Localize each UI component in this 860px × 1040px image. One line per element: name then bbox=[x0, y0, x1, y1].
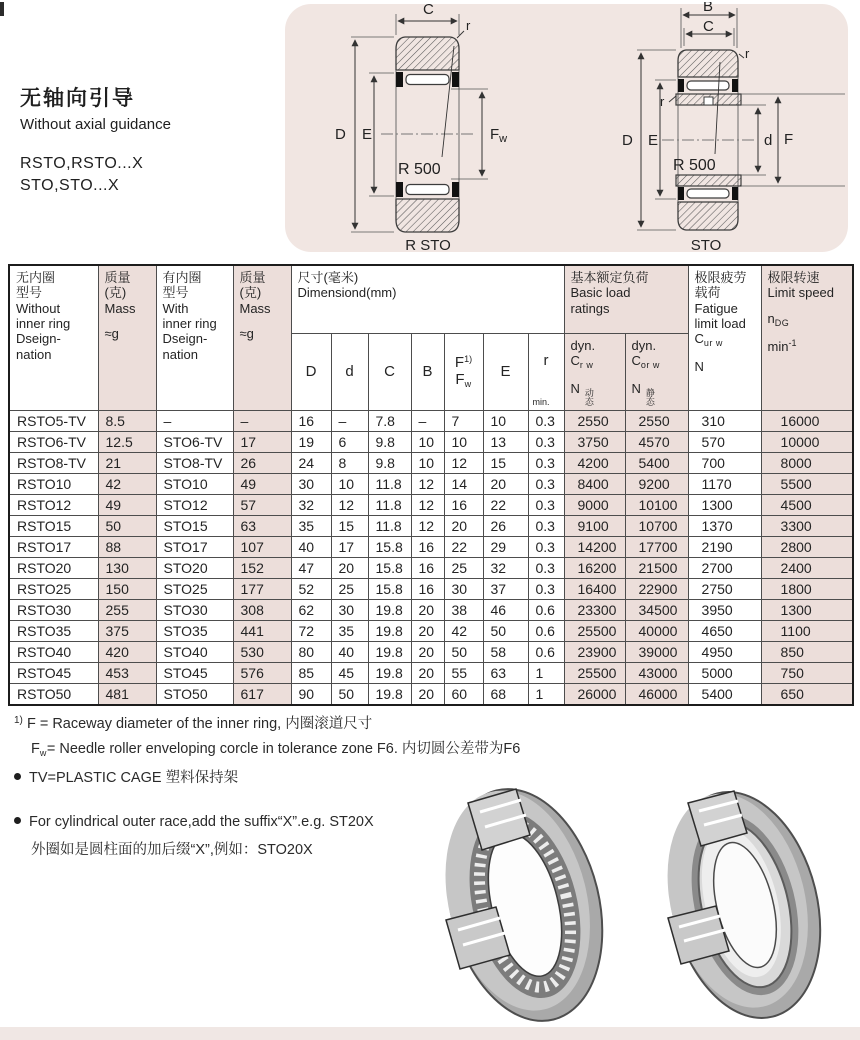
table-cell: 8 bbox=[331, 452, 368, 473]
table-cell: 1 bbox=[528, 683, 564, 705]
table-cell: 32 bbox=[291, 494, 331, 515]
table-cell: – bbox=[411, 410, 444, 431]
table-cell: 22 bbox=[483, 494, 528, 515]
table-cell: 310 bbox=[688, 410, 761, 431]
table-row bbox=[9, 452, 853, 473]
header-dim-d: d bbox=[331, 334, 368, 411]
table-cell: 57 bbox=[233, 494, 291, 515]
header-limit-speed: 极限转速 Limit speed $n_{DG}$ $\min^{-1}$ bbox=[761, 265, 853, 410]
table-cell: STO45 bbox=[156, 662, 233, 683]
table-cell: 25 bbox=[444, 557, 483, 578]
table-cell: 26000 bbox=[564, 683, 625, 705]
dim-label-c: C bbox=[423, 2, 434, 18]
dim-label-f: F bbox=[784, 131, 794, 148]
footnote-f: $^{1)}$ F = Raceway diameter of the inner ring, 内圈滚道尺寸 bbox=[14, 715, 373, 732]
header-mass-with: 质量 (克) Mass ≈g bbox=[233, 265, 291, 410]
header-dim-E: E bbox=[483, 334, 528, 411]
table-cell: 9.8 bbox=[368, 431, 411, 452]
table-cell: 14200 bbox=[564, 536, 625, 557]
table-cell: 4950 bbox=[688, 641, 761, 662]
table-cell: STO25 bbox=[156, 578, 233, 599]
table-cell: RSTO40 bbox=[9, 641, 98, 662]
table-cell: 15 bbox=[331, 515, 368, 536]
table-row bbox=[9, 536, 853, 557]
crown-radius-label: R 500 bbox=[398, 161, 441, 178]
table-cell: 68 bbox=[483, 683, 528, 705]
table-cell: 34500 bbox=[625, 599, 688, 620]
table-cell: 32 bbox=[483, 557, 528, 578]
table-cell: 481 bbox=[98, 683, 156, 705]
table-cell: 16400 bbox=[564, 578, 625, 599]
table-cell: 25500 bbox=[564, 662, 625, 683]
table-cell: RSTO20 bbox=[9, 557, 98, 578]
footnote-fw: $F_w=$ Needle roller enveloping corcle in tolerance zone F6. 内切圆公差带为F6 bbox=[31, 741, 521, 758]
table-cell: 29 bbox=[483, 536, 528, 557]
table-cell: 0.3 bbox=[528, 557, 564, 578]
table-cell: 58 bbox=[483, 641, 528, 662]
table-cell: 23900 bbox=[564, 641, 625, 662]
table-cell: 22900 bbox=[625, 578, 688, 599]
dim-label-r-inner: r bbox=[660, 94, 665, 109]
crown-radius-label: R 500 bbox=[673, 157, 716, 174]
table-cell: 16 bbox=[444, 494, 483, 515]
table-cell: 10100 bbox=[625, 494, 688, 515]
diagram-caption-sto: STO bbox=[690, 237, 722, 254]
table-cell: 20 bbox=[411, 599, 444, 620]
table-cell: 10700 bbox=[625, 515, 688, 536]
table-cell: 4570 bbox=[625, 431, 688, 452]
table-cell: 16 bbox=[411, 557, 444, 578]
header-designation-without: 无内圈 型号 Without inner ring Dseign- nation bbox=[9, 265, 98, 410]
table-cell: 49 bbox=[233, 473, 291, 494]
table-cell: 1 bbox=[528, 662, 564, 683]
table-cell: STO6-TV bbox=[156, 431, 233, 452]
table-cell: RSTO50 bbox=[9, 683, 98, 705]
table-cell: 2700 bbox=[688, 557, 761, 578]
diagram-caption-rsto: R STO bbox=[405, 237, 451, 254]
table-cell: 19.8 bbox=[368, 641, 411, 662]
table-cell: 12 bbox=[411, 494, 444, 515]
table-cell: 0.3 bbox=[528, 410, 564, 431]
table-cell: STO20 bbox=[156, 557, 233, 578]
table-cell: RSTO10 bbox=[9, 473, 98, 494]
table-cell: 4650 bbox=[688, 620, 761, 641]
table-cell: 420 bbox=[98, 641, 156, 662]
table-cell: 13 bbox=[483, 431, 528, 452]
table-cell: 0.3 bbox=[528, 473, 564, 494]
table-cell: 19.8 bbox=[368, 599, 411, 620]
dim-label-d-outer: D bbox=[335, 126, 346, 143]
dim-label-fw: $F_w$ bbox=[490, 126, 508, 145]
table-cell: 0.3 bbox=[528, 578, 564, 599]
table-cell: 20 bbox=[483, 473, 528, 494]
table-cell: 26 bbox=[483, 515, 528, 536]
header-dim-D: D bbox=[291, 334, 331, 411]
table-cell: STO30 bbox=[156, 599, 233, 620]
table-cell: 16 bbox=[411, 578, 444, 599]
table-cell: 38 bbox=[444, 599, 483, 620]
table-cell: 80 bbox=[291, 641, 331, 662]
table-cell: 1300 bbox=[761, 599, 853, 620]
header-designation-with: 有内圈 型号 With inner ring Dseign- nation bbox=[156, 265, 233, 410]
table-cell: RSTO17 bbox=[9, 536, 98, 557]
table-cell: 15.8 bbox=[368, 536, 411, 557]
table-cell: 5500 bbox=[761, 473, 853, 494]
header-basic-load-group: 基本额定负荷 Basic load ratings bbox=[564, 265, 688, 334]
table-row bbox=[9, 410, 853, 431]
table-cell: 9100 bbox=[564, 515, 625, 536]
table-cell: 24 bbox=[291, 452, 331, 473]
table-cell: 72 bbox=[291, 620, 331, 641]
table-cell: 650 bbox=[761, 683, 853, 705]
table-cell: STO40 bbox=[156, 641, 233, 662]
table-cell: 576 bbox=[233, 662, 291, 683]
table-cell: 10 bbox=[331, 473, 368, 494]
footnote-suffix-x-en: For cylindrical outer race,add the suffix“X”.e.g. ST20X bbox=[14, 814, 374, 830]
table-cell: 10 bbox=[444, 431, 483, 452]
table-cell: 46 bbox=[483, 599, 528, 620]
table-cell: 2400 bbox=[761, 557, 853, 578]
table-cell: 0.6 bbox=[528, 620, 564, 641]
table-cell: 16 bbox=[291, 410, 331, 431]
table-cell: 49 bbox=[98, 494, 156, 515]
bearing-data-table bbox=[8, 264, 854, 706]
table-cell: 12 bbox=[444, 452, 483, 473]
table-cell: STO8-TV bbox=[156, 452, 233, 473]
table-cell: 20 bbox=[411, 641, 444, 662]
table-cell: 177 bbox=[233, 578, 291, 599]
table-cell: 11.8 bbox=[368, 473, 411, 494]
table-row bbox=[9, 494, 853, 515]
header-dim-B: B bbox=[411, 334, 444, 411]
table-cell: 55 bbox=[444, 662, 483, 683]
header-dim-r: r min. bbox=[528, 334, 564, 411]
table-cell: RSTO30 bbox=[9, 599, 98, 620]
table-cell: RSTO5-TV bbox=[9, 410, 98, 431]
table-cell: 26 bbox=[233, 452, 291, 473]
scan-artifact-mark bbox=[0, 2, 4, 16]
series-designation-2: STO,STO...X bbox=[20, 177, 120, 194]
table-cell: RSTO25 bbox=[9, 578, 98, 599]
table-cell: 1170 bbox=[688, 473, 761, 494]
header-mass-without: 质量 (克) Mass ≈g bbox=[98, 265, 156, 410]
table-row bbox=[9, 620, 853, 641]
table-cell: 30 bbox=[331, 599, 368, 620]
table-cell: STO10 bbox=[156, 473, 233, 494]
table-cell: 7.8 bbox=[368, 410, 411, 431]
table-cell: RSTO6-TV bbox=[9, 431, 98, 452]
table-cell: 2800 bbox=[761, 536, 853, 557]
table-cell: 1100 bbox=[761, 620, 853, 641]
table-cell: 0.3 bbox=[528, 536, 564, 557]
table-cell: 63 bbox=[233, 515, 291, 536]
table-cell: 441 bbox=[233, 620, 291, 641]
table-cell: 12 bbox=[331, 494, 368, 515]
table-row bbox=[9, 662, 853, 683]
table-cell: 42 bbox=[444, 620, 483, 641]
table-cell: 37 bbox=[483, 578, 528, 599]
table-cell: STO35 bbox=[156, 620, 233, 641]
header-fatigue-limit-load: 极限疲劳 载荷 Fatigue limit load $C_{ur w}$ N bbox=[688, 265, 761, 410]
table-cell: – bbox=[156, 410, 233, 431]
table-cell: RSTO45 bbox=[9, 662, 98, 683]
table-cell: STO15 bbox=[156, 515, 233, 536]
footnote-suffix-x-zh: 外圈如是圆柱面的加后缀“X”,例如：STO20X bbox=[31, 842, 313, 858]
table-cell: 10 bbox=[411, 452, 444, 473]
table-cell: 1800 bbox=[761, 578, 853, 599]
table-cell: 22 bbox=[444, 536, 483, 557]
table-cell: 50 bbox=[444, 641, 483, 662]
dim-label-b: B bbox=[703, 2, 714, 15]
table-cell: 9200 bbox=[625, 473, 688, 494]
table-cell: 375 bbox=[98, 620, 156, 641]
table-cell: 700 bbox=[688, 452, 761, 473]
table-cell: 62 bbox=[291, 599, 331, 620]
table-cell: 308 bbox=[233, 599, 291, 620]
table-cell: 3300 bbox=[761, 515, 853, 536]
footnote-tv-cage: TV=PLASTIC CAGE 塑料保持架 bbox=[14, 766, 238, 787]
table-cell: 12.5 bbox=[98, 431, 156, 452]
table-cell: STO17 bbox=[156, 536, 233, 557]
table-cell: RSTO15 bbox=[9, 515, 98, 536]
rsto-cross-section-diagram bbox=[303, 2, 575, 254]
table-cell: 1370 bbox=[688, 515, 761, 536]
table-cell: 15.8 bbox=[368, 557, 411, 578]
table-cell: 11.8 bbox=[368, 515, 411, 536]
table-cell: 17700 bbox=[625, 536, 688, 557]
table-cell: 570 bbox=[688, 431, 761, 452]
dim-label-d-outer: D bbox=[622, 132, 633, 149]
table-cell: 46000 bbox=[625, 683, 688, 705]
table-row bbox=[9, 515, 853, 536]
rsto-bearing-image bbox=[424, 773, 626, 1035]
table-cell: 30 bbox=[444, 578, 483, 599]
dim-label-r: r bbox=[466, 18, 471, 33]
table-row bbox=[9, 473, 853, 494]
table-cell: 2190 bbox=[688, 536, 761, 557]
intro-block bbox=[20, 88, 171, 200]
table-cell: 60 bbox=[444, 683, 483, 705]
table-cell: 7 bbox=[444, 410, 483, 431]
page-title-zh: 无轴向引导 bbox=[20, 87, 135, 110]
table-cell: 25500 bbox=[564, 620, 625, 641]
table-cell: 0.3 bbox=[528, 452, 564, 473]
header-static-load: dyn. $C_{or w}$ N 静 态 bbox=[625, 334, 688, 411]
table-row bbox=[9, 641, 853, 662]
table-cell: – bbox=[331, 410, 368, 431]
sto-cross-section-diagram bbox=[598, 2, 858, 254]
table-cell: 19.8 bbox=[368, 683, 411, 705]
table-cell: 35 bbox=[291, 515, 331, 536]
table-cell: RSTO12 bbox=[9, 494, 98, 515]
table-cell: 39000 bbox=[625, 641, 688, 662]
table-cell: 12 bbox=[411, 473, 444, 494]
table-cell: 47 bbox=[291, 557, 331, 578]
table-cell: 10000 bbox=[761, 431, 853, 452]
table-cell: 45 bbox=[331, 662, 368, 683]
header-dimensions-group: 尺寸(毫米) Dimensiond(mm) bbox=[291, 265, 564, 334]
table-cell: 2750 bbox=[688, 578, 761, 599]
dim-label-e: E bbox=[648, 132, 659, 149]
table-cell: 50 bbox=[483, 620, 528, 641]
table-cell: 0.3 bbox=[528, 515, 564, 536]
table-cell: 9000 bbox=[564, 494, 625, 515]
table-cell: 15.8 bbox=[368, 578, 411, 599]
table-cell: 130 bbox=[98, 557, 156, 578]
header-dynamic-load: dyn. $C_{r w}$ N 动 态 bbox=[564, 334, 625, 411]
table-cell: 50 bbox=[331, 683, 368, 705]
dim-label-d-bore: d bbox=[764, 132, 773, 149]
table-cell: 16000 bbox=[761, 410, 853, 431]
table-cell: 1300 bbox=[688, 494, 761, 515]
table-cell: 52 bbox=[291, 578, 331, 599]
table-cell: 6 bbox=[331, 431, 368, 452]
bullet-icon bbox=[14, 773, 21, 780]
table-cell: 12 bbox=[411, 515, 444, 536]
table-cell: 23300 bbox=[564, 599, 625, 620]
table-cell: 2550 bbox=[564, 410, 625, 431]
table-cell: 3950 bbox=[688, 599, 761, 620]
table-cell: 3750 bbox=[564, 431, 625, 452]
table-cell: 11.8 bbox=[368, 494, 411, 515]
table-cell: 20 bbox=[444, 515, 483, 536]
series-designation-1: RSTO,RSTO...X bbox=[20, 155, 144, 172]
dim-label-e: E bbox=[362, 126, 373, 143]
bearing-photo-illustration bbox=[420, 755, 860, 1035]
table-cell: 4500 bbox=[761, 494, 853, 515]
table-cell: 14 bbox=[444, 473, 483, 494]
table-cell: 152 bbox=[233, 557, 291, 578]
header-dim-F-Fw: $F^{1)}$ $F_w$ bbox=[444, 334, 483, 411]
bullet-icon bbox=[14, 817, 21, 824]
table-cell: RSTO8-TV bbox=[9, 452, 98, 473]
table-body bbox=[9, 410, 853, 705]
table-row bbox=[9, 683, 853, 705]
page-bottom-band bbox=[0, 1027, 860, 1040]
table-cell: 5400 bbox=[625, 452, 688, 473]
table-cell: 0.6 bbox=[528, 599, 564, 620]
table-cell: 63 bbox=[483, 662, 528, 683]
table-cell: 40 bbox=[291, 536, 331, 557]
table-cell: STO50 bbox=[156, 683, 233, 705]
table-cell: 20 bbox=[411, 620, 444, 641]
table-cell: 150 bbox=[98, 578, 156, 599]
table-cell: 15 bbox=[483, 452, 528, 473]
table-cell: 17 bbox=[233, 431, 291, 452]
table-cell: 850 bbox=[761, 641, 853, 662]
table-cell: 19.8 bbox=[368, 620, 411, 641]
table-cell: 35 bbox=[331, 620, 368, 641]
table-cell: 21 bbox=[98, 452, 156, 473]
table-cell: 19.8 bbox=[368, 662, 411, 683]
table-cell: 2550 bbox=[625, 410, 688, 431]
table-cell: – bbox=[233, 410, 291, 431]
table-cell: 50 bbox=[98, 515, 156, 536]
dim-label-r-outer: r bbox=[745, 46, 750, 61]
table-cell: RSTO35 bbox=[9, 620, 98, 641]
table-cell: 453 bbox=[98, 662, 156, 683]
table-cell: STO12 bbox=[156, 494, 233, 515]
table-cell: 0.3 bbox=[528, 494, 564, 515]
table-cell: 20 bbox=[331, 557, 368, 578]
table-cell: 8000 bbox=[761, 452, 853, 473]
table-cell: 30 bbox=[291, 473, 331, 494]
table-cell: 5400 bbox=[688, 683, 761, 705]
table-cell: 530 bbox=[233, 641, 291, 662]
sto-bearing-image bbox=[646, 776, 842, 1034]
table-row bbox=[9, 431, 853, 452]
table-cell: 42 bbox=[98, 473, 156, 494]
table-cell: 20 bbox=[411, 683, 444, 705]
table-cell: 40000 bbox=[625, 620, 688, 641]
table-cell: 85 bbox=[291, 662, 331, 683]
table-cell: 88 bbox=[98, 536, 156, 557]
table-cell: 0.3 bbox=[528, 431, 564, 452]
table-cell: 107 bbox=[233, 536, 291, 557]
table-cell: 10 bbox=[483, 410, 528, 431]
table-cell: 40 bbox=[331, 641, 368, 662]
table-cell: 617 bbox=[233, 683, 291, 705]
dim-label-c: C bbox=[703, 18, 714, 35]
table-row bbox=[9, 557, 853, 578]
table-cell: 19 bbox=[291, 431, 331, 452]
table-cell: 9.8 bbox=[368, 452, 411, 473]
table-cell: 43000 bbox=[625, 662, 688, 683]
table-cell: 16200 bbox=[564, 557, 625, 578]
table-cell: 255 bbox=[98, 599, 156, 620]
table-cell: 90 bbox=[291, 683, 331, 705]
page-title-en: Without axial guidance bbox=[20, 116, 171, 133]
table-row bbox=[9, 578, 853, 599]
table-cell: 4200 bbox=[564, 452, 625, 473]
table-cell: 21500 bbox=[625, 557, 688, 578]
table-cell: 5000 bbox=[688, 662, 761, 683]
table-cell: 10 bbox=[411, 431, 444, 452]
table-cell: 17 bbox=[331, 536, 368, 557]
table-cell: 20 bbox=[411, 662, 444, 683]
table-cell: 8.5 bbox=[98, 410, 156, 431]
table-cell: 8400 bbox=[564, 473, 625, 494]
table-cell: 0.6 bbox=[528, 641, 564, 662]
table-cell: 25 bbox=[331, 578, 368, 599]
table-cell: 750 bbox=[761, 662, 853, 683]
table-cell: 16 bbox=[411, 536, 444, 557]
header-dim-C: C bbox=[368, 334, 411, 411]
table-row bbox=[9, 599, 853, 620]
